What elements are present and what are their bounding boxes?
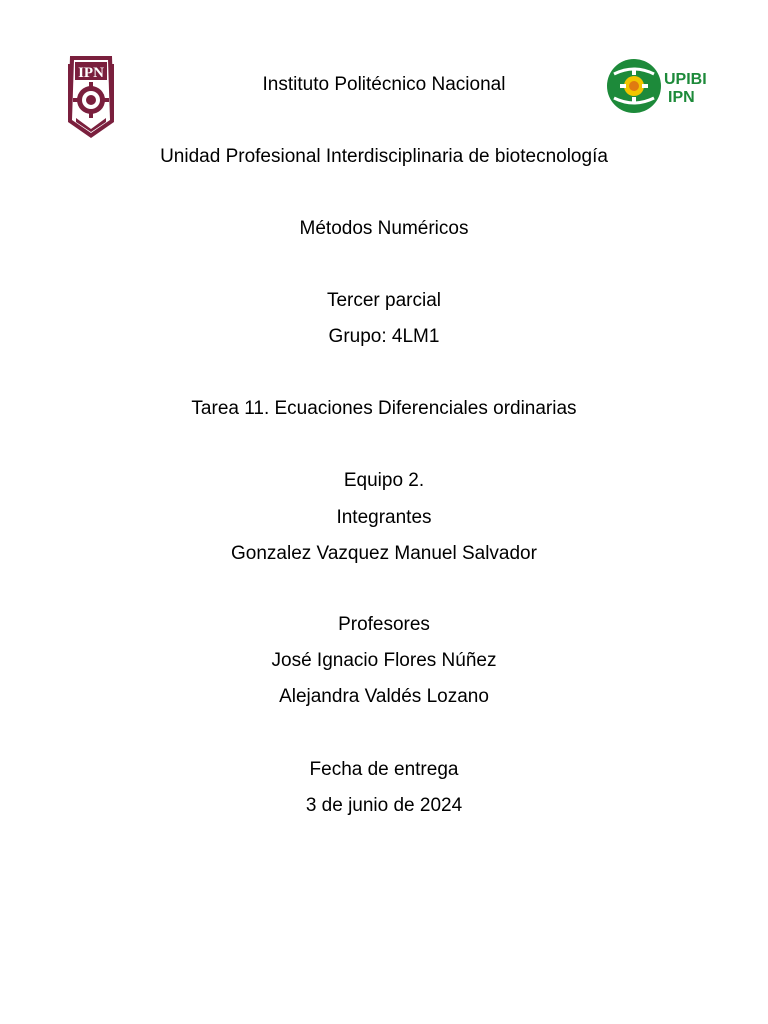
ipn-logo-text-right: IPN — [668, 89, 695, 106]
term-label: Tercer parcial — [326, 290, 442, 311]
professor-name: Alejandra Valdés Lozano — [279, 686, 489, 707]
institution-name: Instituto Politécnico Nacional — [262, 74, 506, 95]
professor-name: José Ignacio Flores Núñez — [271, 650, 497, 671]
academic-unit: Unidad Profesional Interdisciplinaria de biotecnología — [160, 146, 608, 167]
ipn-shield-logo — [64, 52, 118, 140]
due-date: 3 de junio de 2024 — [305, 795, 463, 816]
members-heading: Integrantes — [336, 507, 432, 528]
ipn-logo-text: IPN — [78, 65, 104, 81]
due-date-heading: Fecha de entrega — [309, 759, 459, 780]
professors-heading: Profesores — [338, 614, 430, 635]
upibi-logo-text: UPIBI — [664, 71, 707, 88]
assignment-title: Tarea 11. Ecuaciones Diferenciales ordinarias — [191, 398, 577, 419]
group-label: Grupo: 4LM1 — [328, 326, 440, 347]
team-label: Equipo 2. — [343, 470, 425, 491]
member-name: Gonzalez Vazquez Manuel Salvador — [231, 543, 537, 564]
course-name: Métodos Numéricos — [299, 218, 469, 239]
